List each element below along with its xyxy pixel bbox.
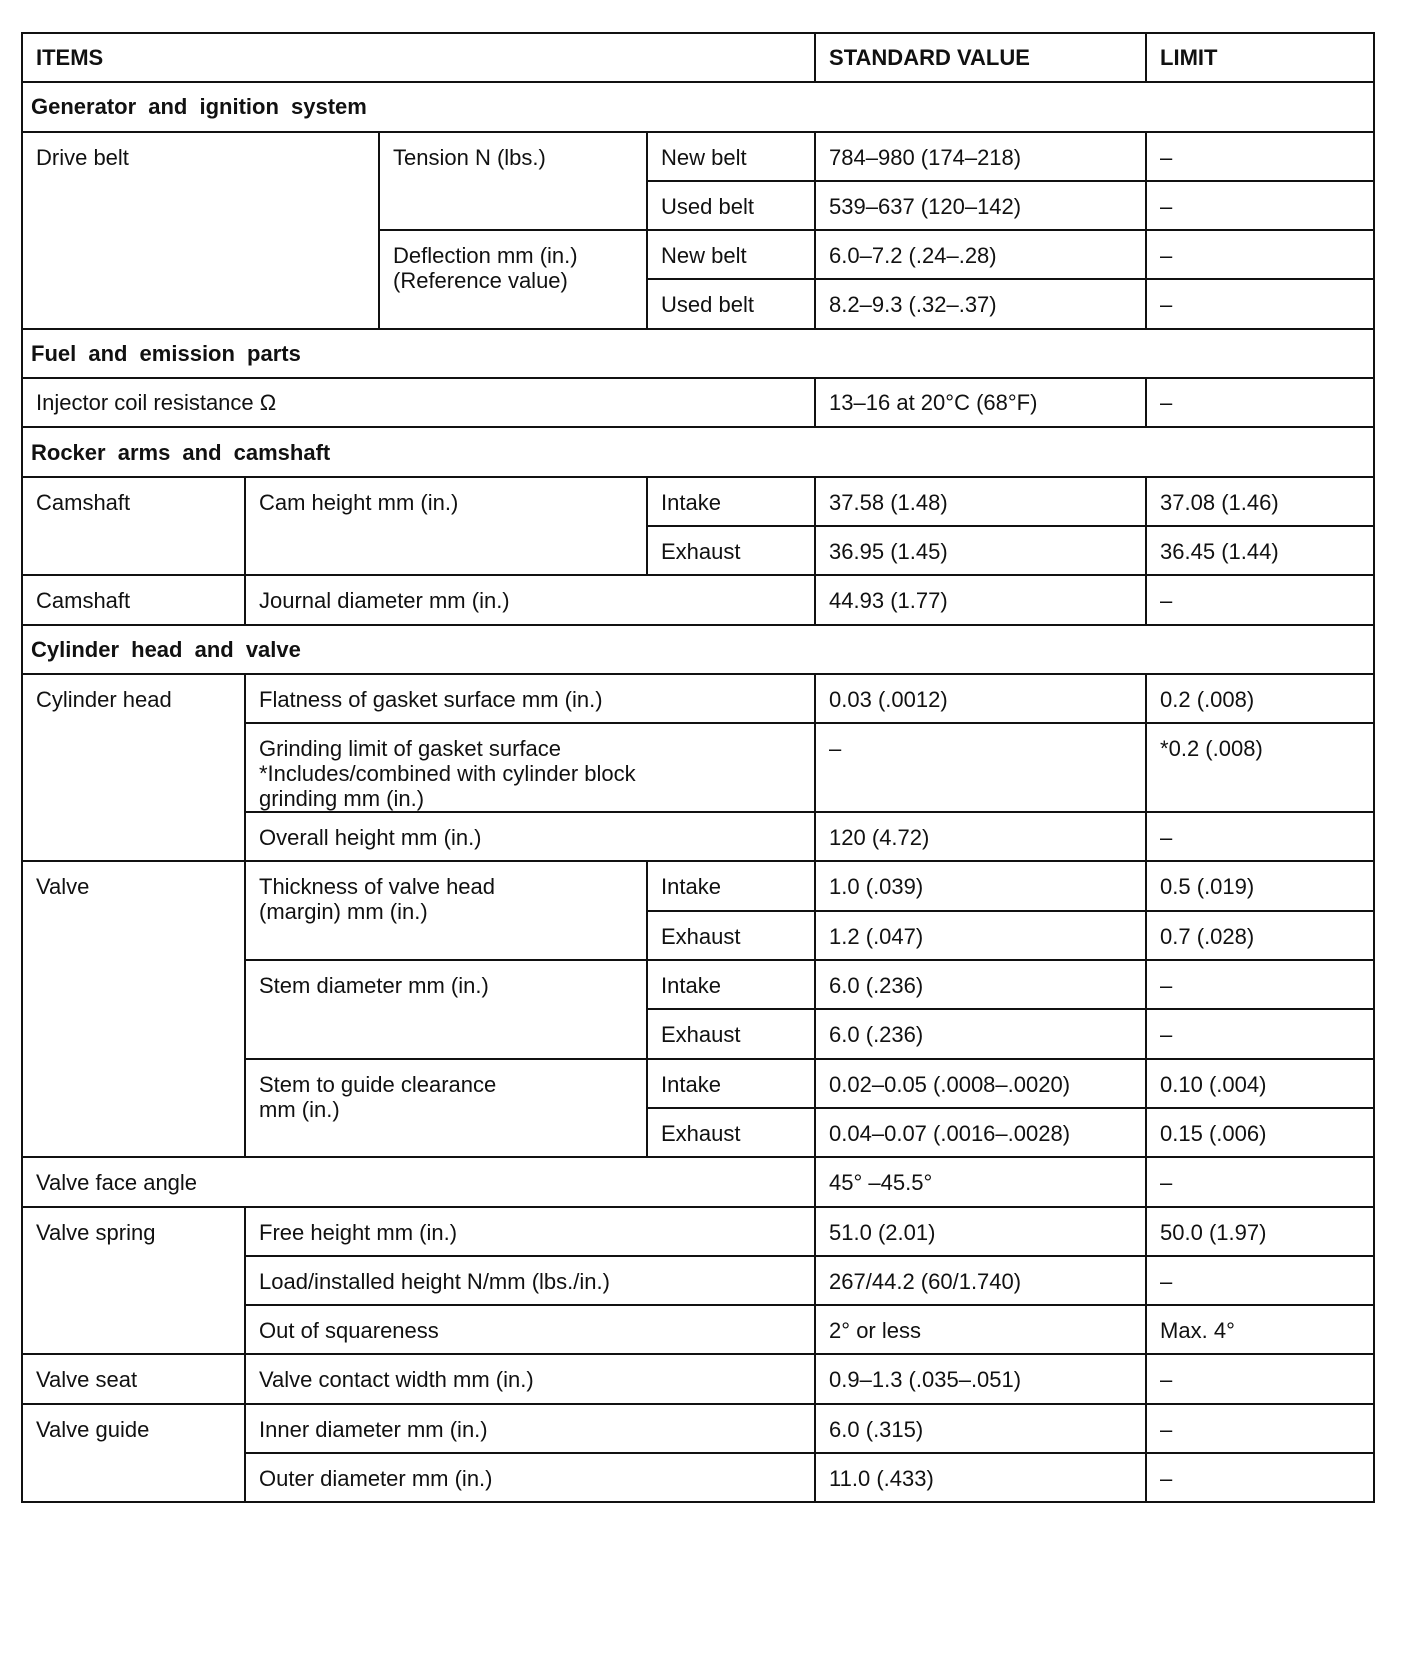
standard-value: 6.0 (.236) [815,960,1146,1009]
sub-label: Grinding limit of gasket surface *Includes/combined with cylinder block grinding mm (in.) [245,723,815,812]
limit-value: – [1146,230,1374,279]
item-label: Drive belt [22,132,379,329]
standard-value: 2° or less [815,1305,1146,1354]
limit-value: 0.7 (.028) [1146,911,1374,960]
standard-value: 11.0 (.433) [815,1453,1146,1502]
limit-value: Max. 4° [1146,1305,1374,1354]
item-label: Valve guide [22,1404,245,1503]
sub-label: Thickness of valve head (margin) mm (in.) [245,861,647,960]
sub-label: Valve contact width mm (in.) [245,1354,815,1403]
sub-label: Flatness of gasket surface mm (in.) [245,674,815,723]
standard-value: 36.95 (1.45) [815,526,1146,575]
limit-value: 37.08 (1.46) [1146,477,1374,526]
section-title: Fuel and emission parts [22,329,1374,378]
item-label: Camshaft [22,477,245,576]
condition: Intake [647,477,815,526]
header-standard: STANDARD VALUE [815,33,1146,82]
item-label: Valve [22,861,245,1157]
sub-label: Load/installed height N/mm (lbs./in.) [245,1256,815,1305]
section-title: Cylinder head and valve [22,625,1374,674]
condition: New belt [647,132,815,181]
limit-value: – [1146,1404,1374,1453]
header-items: ITEMS [22,33,815,82]
condition: Used belt [647,181,815,230]
standard-value: 0.04–0.07 (.0016–.0028) [815,1108,1146,1157]
section-title: Rocker arms and camshaft [22,427,1374,476]
sub-label: Free height mm (in.) [245,1207,815,1256]
sub-label: Out of squareness [245,1305,815,1354]
standard-value: 44.93 (1.77) [815,575,1146,624]
standard-value: 784–980 (174–218) [815,132,1146,181]
item-label: Injector coil resistance Ω [22,378,815,427]
limit-value: 0.5 (.019) [1146,861,1374,910]
limit-value: – [1146,181,1374,230]
standard-value: 6.0 (.236) [815,1009,1146,1058]
standard-value: 0.9–1.3 (.035–.051) [815,1354,1146,1403]
limit-value: – [1146,575,1374,624]
sub-label: Outer diameter mm (in.) [245,1453,815,1502]
limit-value: 0.15 (.006) [1146,1108,1374,1157]
item-label: Valve face angle [22,1157,815,1206]
limit-value: 0.2 (.008) [1146,674,1374,723]
limit-value: – [1146,378,1374,427]
condition: Used belt [647,279,815,328]
standard-value: – [815,723,1146,812]
standard-value: 8.2–9.3 (.32–.37) [815,279,1146,328]
limit-value: – [1146,1453,1374,1502]
condition: Exhaust [647,526,815,575]
standard-value: 0.03 (.0012) [815,674,1146,723]
standard-value: 51.0 (2.01) [815,1207,1146,1256]
standard-value: 45° –45.5° [815,1157,1146,1206]
limit-value: – [1146,812,1374,861]
sub-label: Inner diameter mm (in.) [245,1404,815,1453]
condition: Intake [647,1059,815,1108]
limit-value: – [1146,279,1374,328]
sub-label: Overall height mm (in.) [245,812,815,861]
condition: Exhaust [647,1108,815,1157]
limit-value: – [1146,960,1374,1009]
standard-value: 13–16 at 20°C (68°F) [815,378,1146,427]
header-limit: LIMIT [1146,33,1374,82]
sub-label: Tension N (lbs.) [379,132,647,231]
item-label: Valve spring [22,1207,245,1355]
condition: Exhaust [647,911,815,960]
specifications-table [21,32,1375,1503]
standard-value: 539–637 (120–142) [815,181,1146,230]
limit-value: – [1146,1256,1374,1305]
sub-label: Cam height mm (in.) [245,477,647,576]
limit-value: – [1146,132,1374,181]
sub-label: Stem diameter mm (in.) [245,960,647,1059]
item-label: Valve seat [22,1354,245,1403]
sub-label: Stem to guide clearance mm (in.) [245,1059,647,1158]
standard-value: 267/44.2 (60/1.740) [815,1256,1146,1305]
standard-value: 0.02–0.05 (.0008–.0020) [815,1059,1146,1108]
sub-label: Journal diameter mm (in.) [245,575,815,624]
limit-value: 36.45 (1.44) [1146,526,1374,575]
standard-value: 6.0 (.315) [815,1404,1146,1453]
limit-value: 50.0 (1.97) [1146,1207,1374,1256]
standard-value: 1.0 (.039) [815,861,1146,910]
limit-value: – [1146,1354,1374,1403]
limit-value: 0.10 (.004) [1146,1059,1374,1108]
condition: New belt [647,230,815,279]
sub-label: Deflection mm (in.) (Reference value) [379,230,647,329]
item-label: Cylinder head [22,674,245,862]
limit-value: *0.2 (.008) [1146,723,1374,812]
limit-value: – [1146,1157,1374,1206]
section-title: Generator and ignition system [22,82,1374,131]
standard-value: 6.0–7.2 (.24–.28) [815,230,1146,279]
header-row [22,33,1374,82]
standard-value: 120 (4.72) [815,812,1146,861]
standard-value: 37.58 (1.48) [815,477,1146,526]
limit-value: – [1146,1009,1374,1058]
condition: Exhaust [647,1009,815,1058]
condition: Intake [647,960,815,1009]
condition: Intake [647,861,815,910]
standard-value: 1.2 (.047) [815,911,1146,960]
item-label: Camshaft [22,575,245,624]
